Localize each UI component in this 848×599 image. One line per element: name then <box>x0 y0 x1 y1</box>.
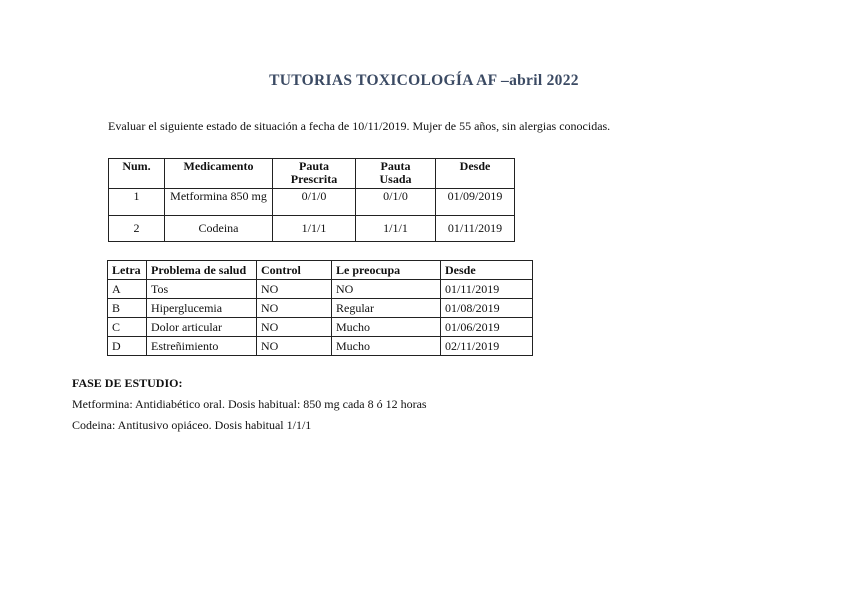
cell-preocupa: Mucho <box>332 318 441 337</box>
cell-control: NO <box>257 299 332 318</box>
table-row <box>108 318 533 337</box>
table-row <box>108 299 533 318</box>
cell-preocupa: Regular <box>332 299 441 318</box>
cell-control: NO <box>257 337 332 356</box>
cell-pauta-usada: 0/1/0 <box>356 189 436 216</box>
header-desde: Desde <box>436 159 515 189</box>
cell-desde: 01/08/2019 <box>441 299 533 318</box>
study-phase-title: FASE DE ESTUDIO: <box>72 376 183 390</box>
cell-desde: 02/11/2019 <box>441 337 533 356</box>
intro-text: Evaluar el siguiente estado de situación a fecha de 10/11/2019. Mujer de 55 años, sin alergias conocidas. <box>108 119 611 133</box>
cell-control: NO <box>257 318 332 337</box>
cell-desde: 01/11/2019 <box>441 280 533 299</box>
medications-table <box>108 158 515 242</box>
cell-num: 2 <box>109 216 165 242</box>
header-pauta-prescrita-label: Pauta Prescrita <box>290 159 338 186</box>
cell-medicamento: Codeina <box>165 216 273 242</box>
table-row <box>109 189 515 216</box>
header-letra: Letra <box>108 261 147 280</box>
health-problems-table <box>107 260 533 356</box>
cell-control: NO <box>257 280 332 299</box>
cell-problema: Tos <box>147 280 257 299</box>
header-preocupa: Le preocupa <box>332 261 441 280</box>
cell-problema: Hiperglucemia <box>147 299 257 318</box>
cell-preocupa: NO <box>332 280 441 299</box>
cell-letra: C <box>108 318 147 337</box>
header-pauta-usada <box>356 159 436 189</box>
cell-letra: A <box>108 280 147 299</box>
cell-problema: Estreñimiento <box>147 337 257 356</box>
cell-letra: B <box>108 299 147 318</box>
medications-header-row <box>109 159 515 189</box>
cell-letra: D <box>108 337 147 356</box>
table-row <box>109 216 515 242</box>
problems-header-row <box>108 261 533 280</box>
cell-medicamento: Metformina 850 mg <box>165 189 273 216</box>
cell-desde: 01/11/2019 <box>436 216 515 242</box>
header-pauta-usada-label: Pauta Usada <box>379 159 412 186</box>
table-row <box>108 337 533 356</box>
cell-num: 1 <box>109 189 165 216</box>
header-pauta-prescrita <box>273 159 356 189</box>
cell-desde: 01/06/2019 <box>441 318 533 337</box>
cell-pauta-usada: 1/1/1 <box>356 216 436 242</box>
cell-pauta-prescrita: 0/1/0 <box>273 189 356 216</box>
cell-desde: 01/09/2019 <box>436 189 515 216</box>
cell-preocupa: Mucho <box>332 337 441 356</box>
cell-pauta-prescrita: 1/1/1 <box>273 216 356 242</box>
study-phase-line: Metformina: Antidiabético oral. Dosis habitual: 850 mg cada 8 ó 12 horas <box>72 397 427 411</box>
study-phase-line: Codeina: Antitusivo opiáceo. Dosis habitual 1/1/1 <box>72 418 312 432</box>
table-row <box>108 280 533 299</box>
header-num: Num. <box>109 159 165 189</box>
header-problema: Problema de salud <box>147 261 257 280</box>
header-medicamento: Medicamento <box>165 159 273 189</box>
cell-problema: Dolor articular <box>147 318 257 337</box>
document-title: TUTORIAS TOXICOLOGÍA AF –abril 2022 <box>269 72 579 89</box>
header-desde: Desde <box>441 261 533 280</box>
header-control: Control <box>257 261 332 280</box>
